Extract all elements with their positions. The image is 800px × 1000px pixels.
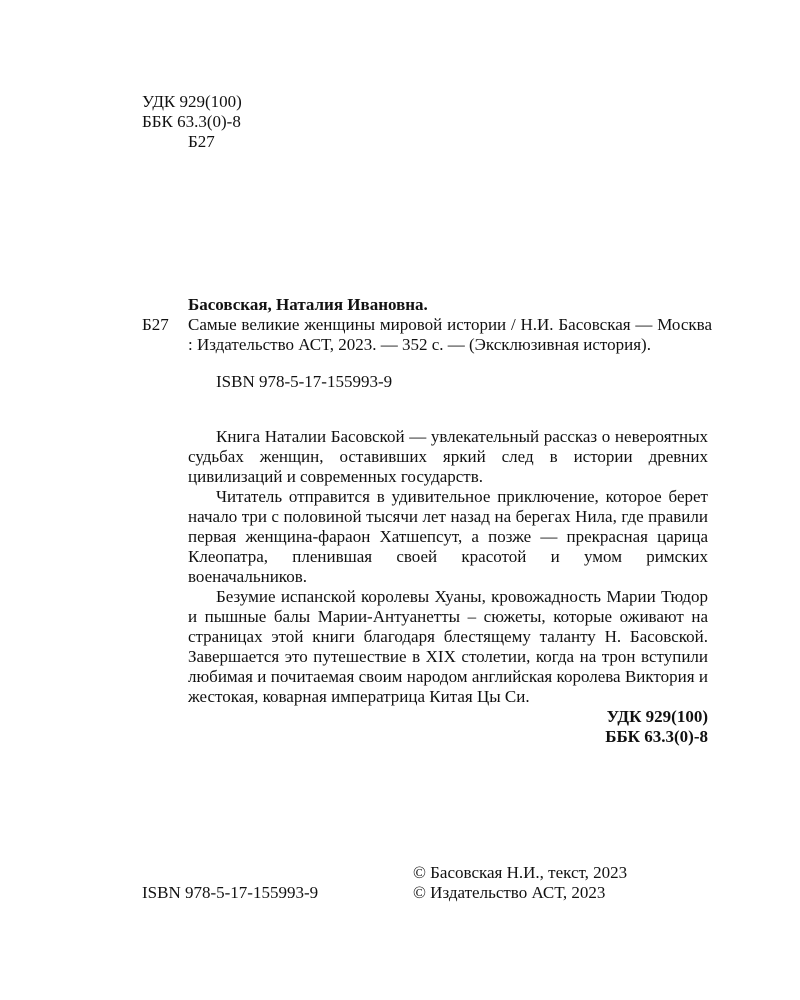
record-author-mark: Б27 [142, 315, 169, 334]
record-author: Басовская, Наталия Ивановна. [188, 295, 428, 314]
bottom-classification [188, 707, 708, 747]
copyright-author: © Басовская Н.И., текст, 2023 [413, 863, 628, 882]
udk-code: УДК 929(100) [142, 92, 242, 111]
annotation-paragraph: Книга Наталии Басовской — увлекательный рассказ о невероятных судьбах женщин, оставивших яркий след в истории древних цивилизаций и современных государств. [188, 427, 708, 486]
record-entry [142, 315, 712, 355]
annotation-paragraph: Читатель отправится в удивительное приключение, которое берет начало три с половиной тысячи лет назад на берегах Нила, где правили первая женщина-фараон Хатшепсут, а позже — прекрасная царица Клеопатра, пленившая своей красотой и умом римских военачальников. [188, 487, 708, 586]
author-mark: Б27 [188, 132, 215, 151]
copyright-publisher: © Издательство АСТ, 2023 [413, 883, 606, 902]
bibliographic-record [142, 295, 712, 392]
copyright-block [413, 863, 627, 903]
record-isbn: ISBN 978-5-17-155993-9 [216, 372, 393, 391]
bottom-bbk-code: ББК 63.3(0)-8 [605, 727, 708, 746]
footer-isbn: ISBN 978-5-17-155993-9 [142, 883, 319, 902]
bottom-udk-code: УДК 929(100) [606, 707, 708, 726]
bbk-code: ББК 63.3(0)-8 [142, 112, 241, 131]
annotation [188, 427, 708, 747]
top-classification [142, 92, 242, 152]
record-description: Самые великие женщины мировой истории / Н.И. Басовская — Москва : Издательство АСТ, 2023. — 352 с. — (Эксклюзивная история). [188, 315, 712, 354]
annotation-paragraph: Безумие испанской королевы Хуаны, кровожадность Марии Тюдор и пышные балы Марии-Антуанетты – сюжеты, которые оживают на страницах этой книги благодаря блестящему таланту Н. Басовской. Завершается это путешествие в XIX столетии, когда на трон вступили любимая и почитаемая своим народом английская королева Виктория и жестокая, коварная императрица Китая Цы Си. [188, 587, 708, 706]
